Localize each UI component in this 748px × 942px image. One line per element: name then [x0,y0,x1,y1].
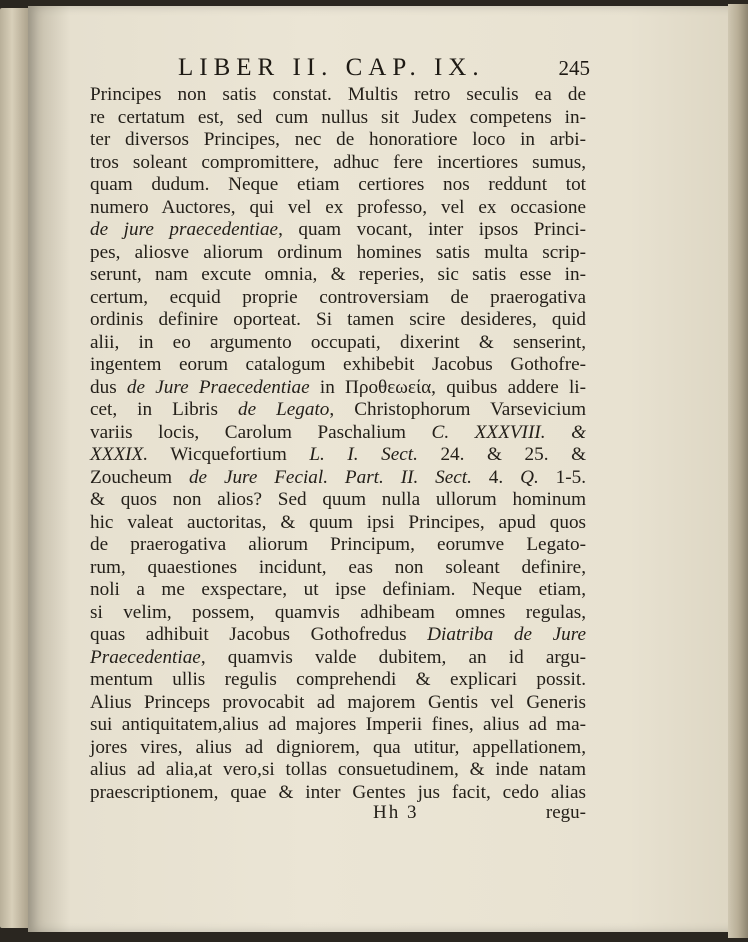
text-line [90,152,586,175]
text-segment: Principes non satis constat. Multis retro seculis ea de [90,84,586,105]
text-segment: quam dudum. Neque etiam certiores nos reddunt tot [90,174,586,195]
text-segment: re certatum est, sed cum nullus sit Judex competens in- [90,106,586,128]
text-segment: sui antiquitatem,alius ad majores Imperii fines, alius ad ma- [90,714,586,735]
text-segment: 24. & 25. & [417,444,586,465]
text-line [90,354,586,377]
running-head [150,52,590,86]
text-segment: de praerogativa aliorum Principum, eorumve Legato- [90,534,586,555]
italic-text: XXXIX. [90,444,149,465]
text-segment: dus [90,376,127,398]
text-segment: numero Auctores, qui vel ex professo, vel ex occasione [90,196,586,218]
text-segment: quas adhibuit Jacobus Gothofredus [90,624,428,645]
page-footer [90,802,586,828]
text-line [90,669,586,692]
text-line [90,422,586,445]
text-line [90,84,586,107]
text-segment: , Christophorum Varsevicium [329,399,586,420]
text-line [90,107,586,130]
text-segment: serunt, nam excute omnia, & reperies, sic satis esse in- [90,264,586,285]
text-segment: pes, aliosve aliorum ordinum homines satis multa scrip- [90,241,586,263]
text-line [90,737,586,760]
running-title: LIBER II. CAP. IX. [178,54,485,81]
text-line [90,219,586,242]
text-line [90,692,586,715]
text-line [90,174,586,197]
italic-text: C. XXXVIII. & [431,421,586,443]
text-segment: alii, in eo argumento occupati, dixerint & senserint, [90,331,586,353]
text-line [90,782,586,805]
text-line [90,647,586,670]
text-segment: noli a me exspectare, ut ipse definiam. Neque etiam, [90,579,586,600]
text-segment: , quamvis valde dubitem, an id argu- [200,646,586,668]
text-line [90,557,586,580]
text-line [90,759,586,782]
text-line [90,489,586,512]
text-segment: certum, ecquid proprie controversiam de praerogativa [90,286,586,308]
text-segment: , quam vocant, inter ipsos Princi- [278,219,586,240]
text-segment: praescriptionem, quae & inter Gentes jus facit, cedo alias [90,781,586,803]
text-segment: mentum ullis regulis comprehendi & explicari possit. [90,669,586,690]
text-segment: tros soleant compromittere, adhuc fere incertiores sumus, [90,151,586,173]
italic-text: de Jure Fecial. Part. II. Sect. [188,466,472,488]
text-line [90,467,586,490]
text-line [90,377,586,400]
text-segment: hic valeat auctoritas, & quum ipsi Principes, apud quos [90,511,586,533]
text-line [90,512,586,535]
text-line [90,602,586,625]
page-number: 245 [558,56,590,80]
text-line [90,444,586,467]
text-segment: & quos non alios? Sed quum nulla ullorum hominum [90,489,586,510]
text-line [90,332,586,355]
italic-text: L. I. Sect. [309,444,418,465]
text-segment: si velim, possem, quamvis adhibeam omnes regulas, [90,601,586,623]
text-segment: ordinis definire oporteat. Si tamen scire desideres, quid [90,309,586,330]
text-line [90,534,586,557]
text-line [90,624,586,647]
italic-text: Praecedentiae [90,646,201,668]
text-segment: rum, quaestiones incidunt, eas non soleant definire, [90,556,586,578]
text-segment: Alius Princeps provocabit ad majorem Gentis vel Generis [90,691,586,713]
text-segment: alius ad alia,at vero,si tollas consuetudinem, & inde natam [90,759,586,780]
text-segment: 1-5. [538,466,587,488]
text-line [90,399,586,422]
text-line [90,579,586,602]
catchword: regu- [545,802,586,823]
text-line [90,309,586,332]
text-line [90,714,586,737]
text-line [90,287,586,310]
text-segment: variis locis, Carolum Paschalium [90,421,432,443]
text-segment: 4. [471,466,521,488]
text-line [90,264,586,287]
text-segment: Zoucheum [90,466,189,488]
text-segment: ingentem eorum catalogum exhibebit Jacobus Gothofre- [90,354,586,375]
italic-text: Diatriba de Jure [427,624,586,645]
italic-text: de jure praecedentiae [90,219,279,240]
text-segment: in Προθεωεία, quibus addere li- [309,376,587,398]
text-segment: jores vires, alius ad digniorem, qua utitur, appellationem, [90,736,586,758]
text-line [90,197,586,220]
italic-text: de Jure Praecedentiae [126,376,310,398]
text-line [90,242,586,265]
text-segment: Wicquefortium [148,444,310,465]
text-line [90,129,586,152]
left-page-edge [0,8,30,928]
page-fore-edge [728,4,748,938]
italic-text: de Legato [237,399,330,420]
text-segment: ter diversos Principes, nec de honoratiore loco in arbi- [90,129,586,150]
italic-text: Q. [520,466,539,488]
signature-mark: Hh 3 [373,802,419,823]
text-segment: cet, in Libris [90,399,238,420]
body-text [90,84,586,804]
